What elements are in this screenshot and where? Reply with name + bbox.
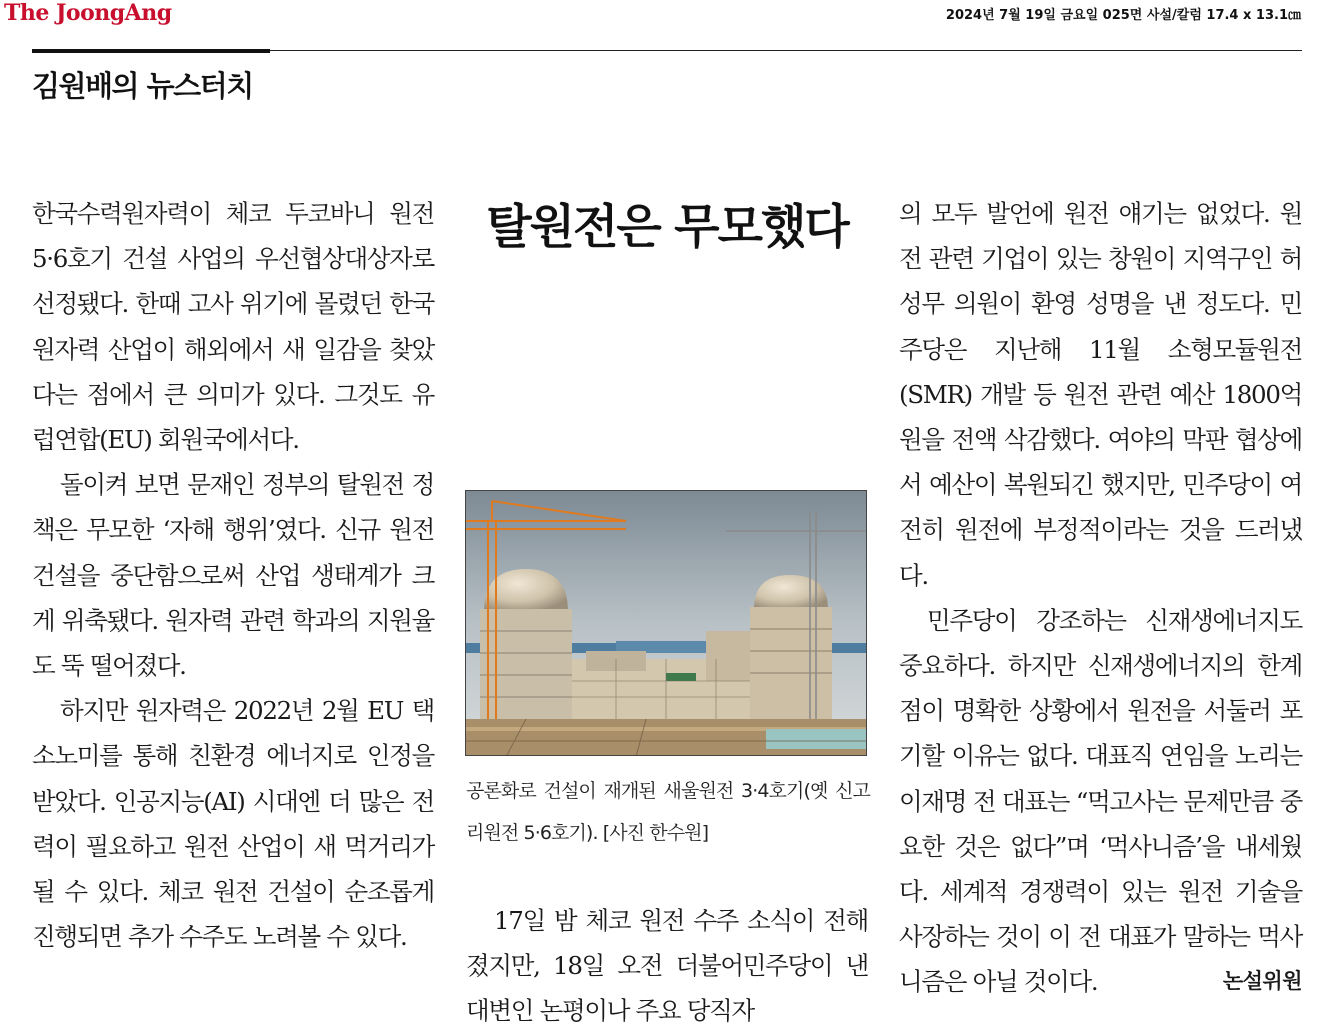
byline: 논설위원: [1222, 969, 1302, 994]
paragraph: 한국수력원자력이 체코 두코바니 원전 5·6호기 건설 사업의 우선협상대상자로 선정됐다. 한때 고사 위기에 몰렸던 한국 원자력 산업이 해외에서 새 일감을 찾았다는 점에서 큰 의미가 있다. 그것도 유럽연합(EU) 회원국에서다.: [32, 199, 434, 455]
header-rule-accent: [32, 49, 270, 53]
article-column-2: [466, 898, 868, 1034]
column-series-title: 김원배의 뉴스터치: [32, 69, 253, 103]
publication-meta: 2024년 7월 19일 금요일 025면 사설/칼럼 17.4 x 13.1㎝: [945, 8, 1301, 23]
paragraph: 의 모두 발언에 원전 얘기는 없었다. 원전 관련 기업이 있는 창원이 지역구인 허성무 의원이 환영 성명을 낸 정도다. 민주당은 지난해 11월 소형모듈원전(SMR) 개발 등 원전 관련 예산 1800억원을 전액 삭감했다. 여야의 막판 협상에서 예산이 복원되긴 했지만, 민주당이 여전히 원전에 부정적이라는 것을 드러냈다.: [899, 199, 1302, 590]
paragraph: 17일 밤 체코 원전 수주 소식이 전해졌지만, 18일 오전 더불어민주당이 낸 대변인 논평이나 주요 당직자: [466, 906, 868, 1026]
nuclear-plant-photo: [466, 491, 867, 756]
article-column-3: [899, 191, 1302, 1005]
headline: 탈원전은 무모했다: [486, 200, 848, 255]
paragraph: 돌이켜 보면 문재인 정부의 탈원전 정책은 무모한 ‘자해 행위’였다. 신규 원전 건설을 중단함으로써 산업 생태계가 크게 위축됐다. 원자력 관련 학과의 지원율도 뚝 떨어졌다.: [32, 470, 434, 681]
paragraph: 하지만 원자력은 2022년 2월 EU 택소노미를 통해 친환경 에너지로 인정을 받았다. 인공지능(AI) 시대엔 더 많은 전력이 필요하고 원전 산업이 새 먹거리가 될 수 있다. 체코 원전 건설이 순조롭게 진행되면 추가 수주도 노려볼 수 있다.: [32, 696, 434, 952]
article-column-1: [32, 191, 434, 959]
paragraph-text: 민주당이 강조하는 신재생에너지도 중요하다. 하지만 신재생에너지의 한계점이 명확한 상황에서 원전을 서둘러 포기할 이유는 없다. 대표직 연임을 노리는 이재명 전 대표는 “먹고사는 문제만큼 중요한 것은 없다”며 ‘먹사니즘’을 내세웠다. 세계적 경쟁력이 있는 원전 기술을 사장하는 것이 이 전 대표가 말하는 먹사니즘은 아닐 것이다.: [899, 605, 1302, 997]
paragraph: [899, 598, 1302, 1005]
article-photo: [465, 490, 867, 756]
photo-caption: 공론화로 건설이 재개된 새울원전 3·4호기(옛 신고리원전 5·6호기). [사진 한수원]: [466, 780, 870, 844]
newspaper-logo: The JoongAng: [4, 0, 172, 26]
